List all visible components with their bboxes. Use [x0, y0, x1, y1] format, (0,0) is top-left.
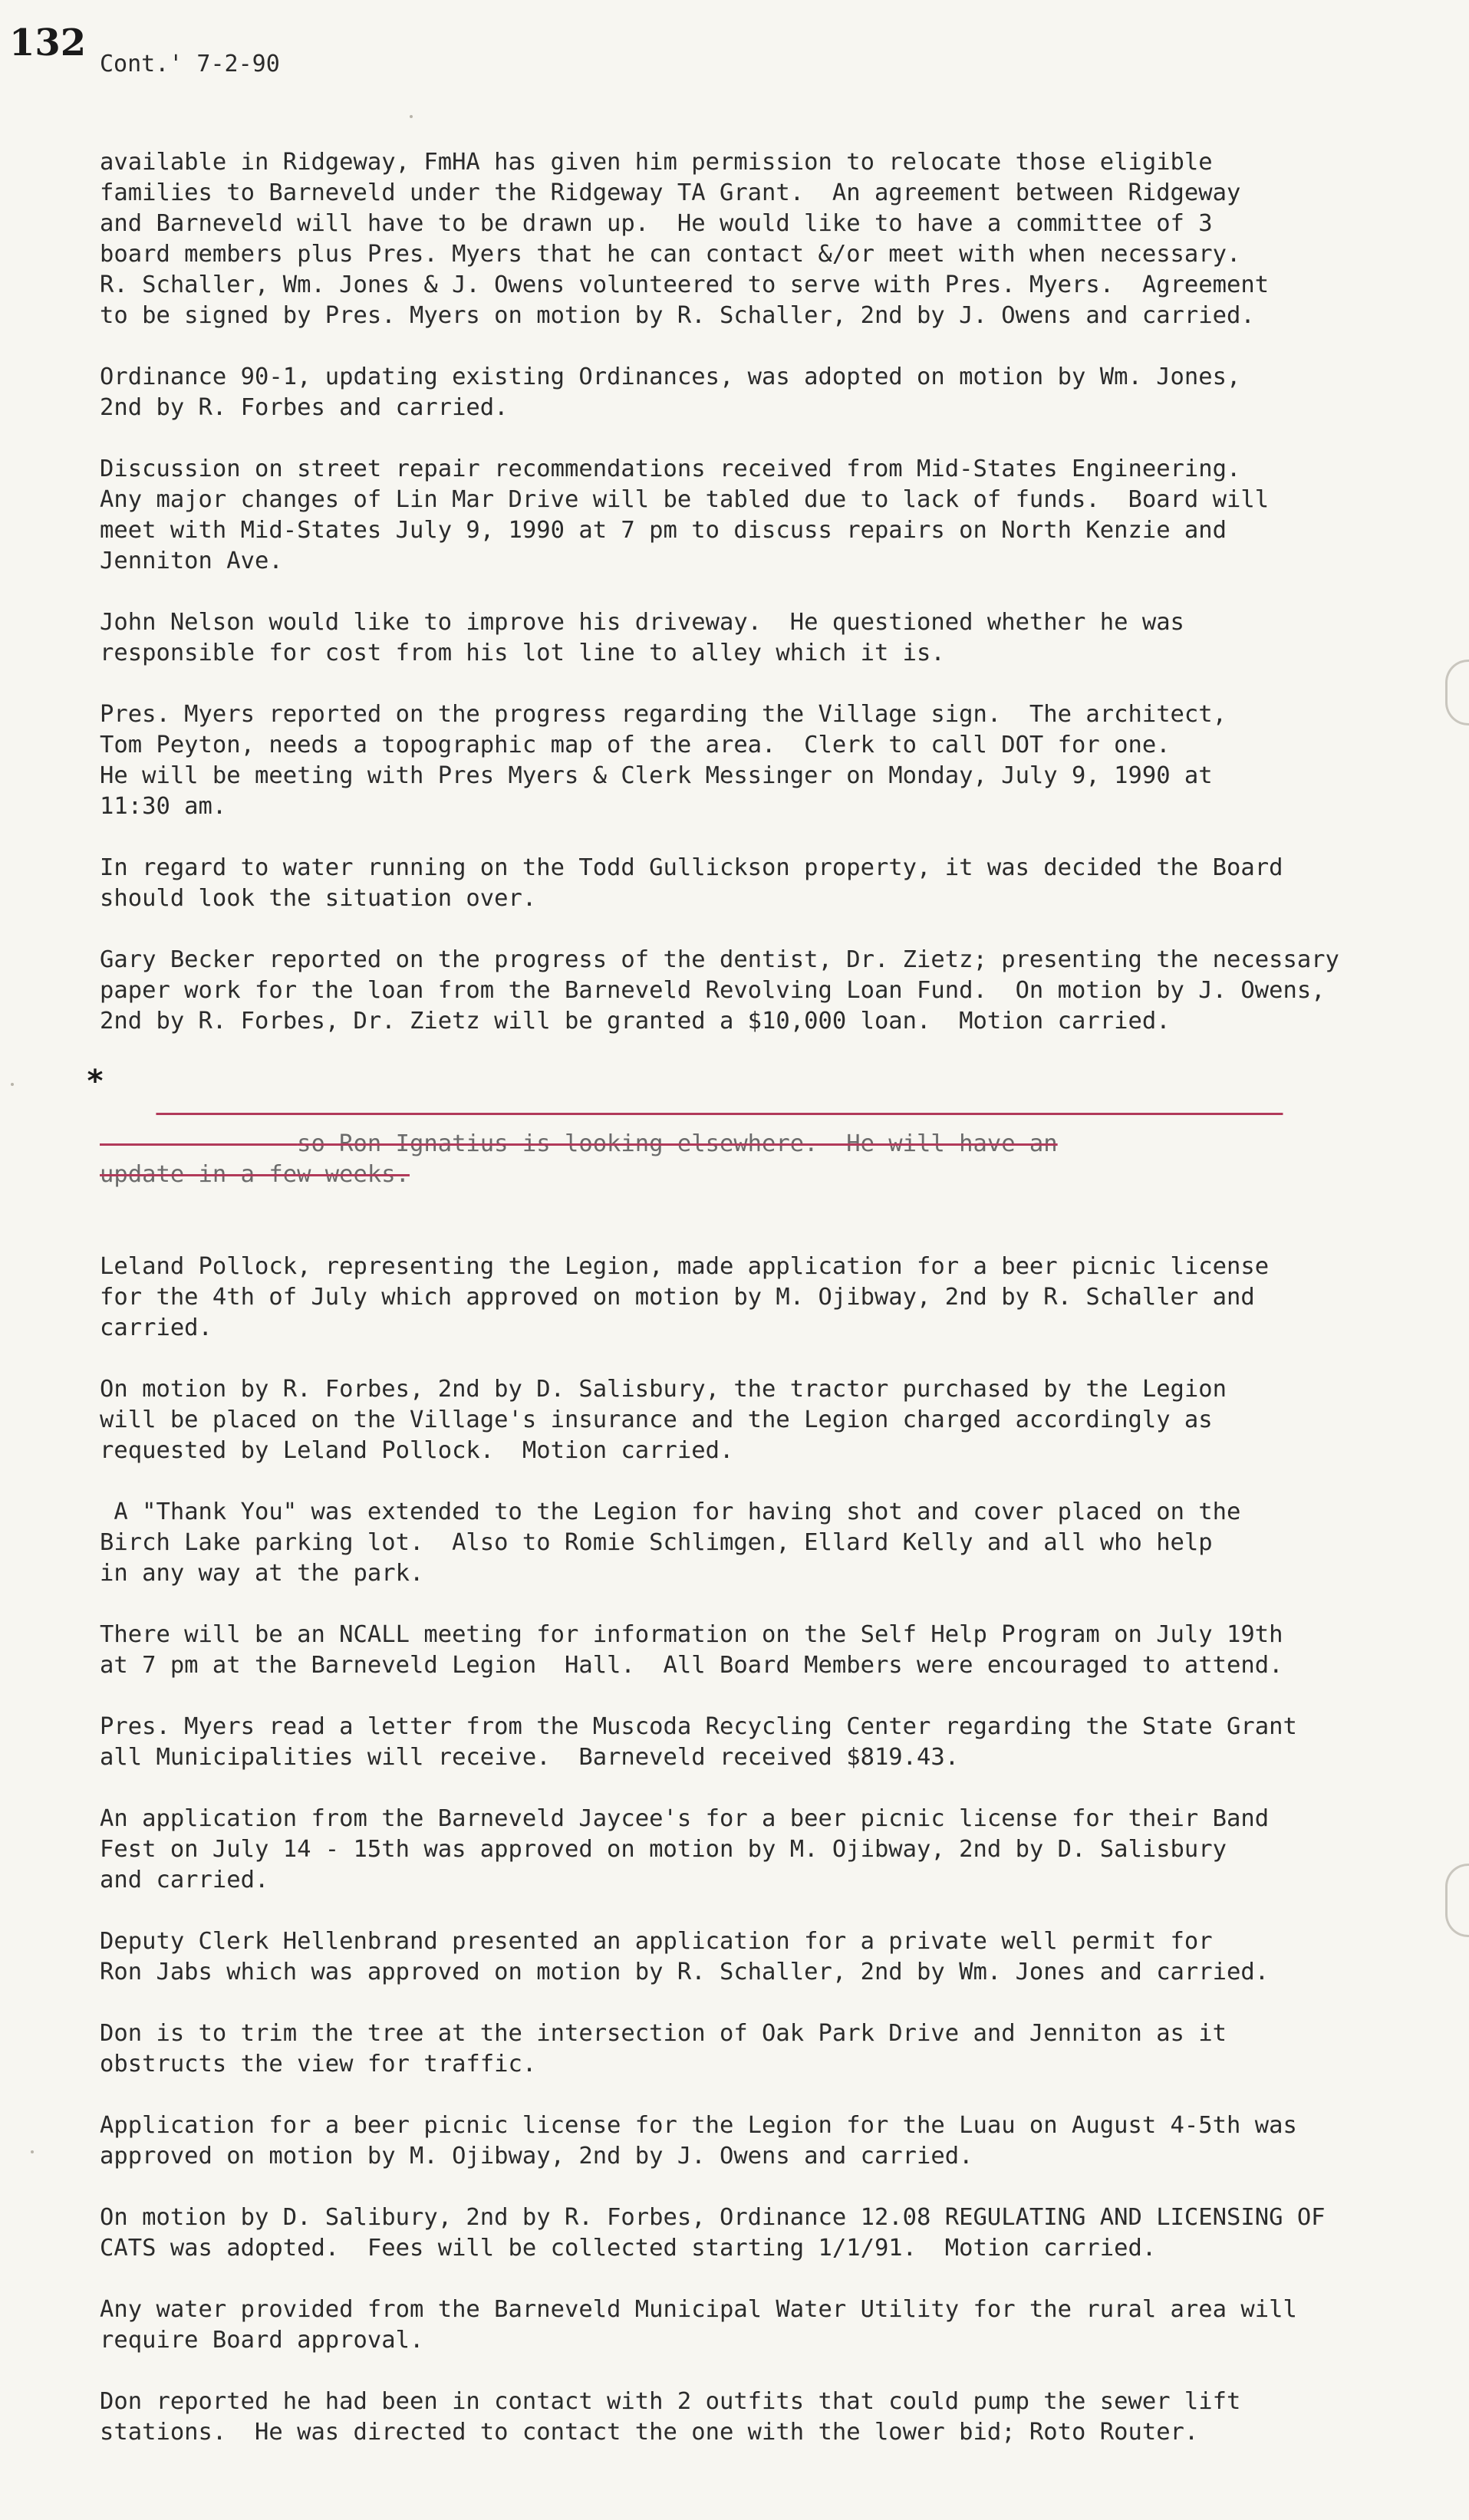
minutes-paragraph: Pres. Myers read a letter from the Muscoda Recycling Center regarding the State Grant all Municipalities will receive. Barneveld received $819.43.: [100, 1713, 1297, 1771]
scan-speck: [31, 2150, 34, 2153]
minutes-paragraph: On motion by D. Salibury, 2nd by R. Forbes, Ordinance 12.08 REGULATING AND LICENSING OF CATS was adopted. Fees will be collected starting 1/1/91. Motion carried.: [100, 2204, 1326, 2262]
minutes-paragraph: Gary Becker reported on the progress of the dentist, Dr. Zietz; presenting the necessary paper work for the loan from the Barneveld Revolving Loan Fund. On motion by J. Owens, 2nd by R. Forbes, Dr. Zietz will be granted a $10,000 loan. Motion carried.: [100, 946, 1339, 1035]
minutes-paragraph: A "Thank You" was extended to the Legion for having shot and cover placed on the Birch Lake parking lot. Also to Romie Schlimgen, Ellard Kelly and all who help in any way at the park.: [100, 1499, 1241, 1587]
minutes-paragraph: Deputy Clerk Hellenbrand presented an application for a private well permit for Ron Jabs which was approved on motion by R. Schaller, 2nd by Wm. Jones and carried.: [100, 1928, 1270, 1985]
asterisk-mark: *: [86, 1064, 105, 1099]
scan-speck: [11, 1083, 14, 1086]
scan-speck: [410, 115, 413, 118]
minutes-paragraph: Ordinance 90-1, updating existing Ordinances, was adopted on motion by Wm. Jones, 2nd by R. Forbes and carried.: [100, 364, 1241, 421]
minutes-paragraph: Don is to trim the tree at the intersection of Oak Park Drive and Jenniton as it obstructs the view for traffic.: [100, 2020, 1227, 2078]
minutes-paragraph: Don reported he had been in contact with 2 outfits that could pump the sewer lift stations. He was directed to contact the one with the lower bid; Roto Router.: [100, 2388, 1241, 2446]
minutes-paragraph: Leland Pollock, representing the Legion, made application for a beer picnic license for the 4th of July which approved on motion by M. Ojibway, 2nd by R. Schaller and carried.: [100, 1253, 1270, 1341]
minutes-paragraph: On motion by R. Forbes, 2nd by D. Salisbury, the tractor purchased by the Legion will be placed on the Village's insurance and the Legion charged accordingly as requested by Leland Pollock. Motion carried.: [100, 1376, 1227, 1464]
minutes-paragraph: An application from the Barneveld Jaycee's for a beer picnic license for their Band Fest on July 14 - 15th was approved on motion by M. Ojibway, 2nd by D. Salisbury and carried.: [100, 1805, 1270, 1893]
minutes-paragraph: Discussion on street repair recommendations received from Mid-States Engineering. Any major changes of Lin Mar Drive will be tabled due to lack of funds. Board will meet with Mid-States July 9, 1990 at 7 pm to discuss repairs on North Kenzie and Jenniton Ave.: [100, 456, 1270, 574]
minutes-body: [86, 147, 1450, 2479]
continuation-header: Cont.' 7-2-90: [100, 51, 280, 77]
minutes-paragraph: available in Ridgeway, FmHA has given him permission to relocate those eligible families to Barneveld under the Ridgeway TA Grant. An agreement between Ridgeway and Barneveld will have to be drawn up. He would like to have a committee of 3 board members plus Pres. Myers that he can contact &/or meet with when necessary. R. Schaller, Wm. Jones & J. Owens volunteered to serve with Pres. Myers. Agreement to be signed by Pres. Myers on motion by R. Schaller, 2nd by J. Owens and carried.: [100, 149, 1270, 329]
minutes-paragraph: Any water provided from the Barneveld Municipal Water Utility for the rural area will require Board approval.: [100, 2296, 1297, 2354]
struck-paragraph: [86, 1064, 1450, 1221]
minutes-paragraph: Pres. Myers reported on the progress regarding the Village sign. The architect, Tom Peyton, needs a topographic map of the area. Clerk to call DOT for one. He will be meeting with Pres Myers & Clerk Messinger on Monday, July 9, 1990 at 11:30 am.: [100, 701, 1227, 820]
struck-text: so Ron Ignatius is looking elsewhere. He will have an update in a few weeks.: [100, 1130, 1058, 1188]
minutes-paragraph: In regard to water running on the Todd Gullickson property, it was decided the Board should look the situation over.: [100, 854, 1283, 912]
minutes-paragraph: There will be an NCALL meeting for information on the Self Help Program on July 19th at 7 pm at the Barneveld Legion Hall. All Board Members were encouraged to attend.: [100, 1621, 1283, 1679]
page-number: 132: [9, 21, 87, 64]
minutes-paragraph: Application for a beer picnic license for the Legion for the Luau on August 4-5th was approved on motion by M. Ojibway, 2nd by J. Owens and carried.: [100, 2112, 1297, 2170]
minutes-paragraph: John Nelson would like to improve his driveway. He questioned whether he was responsible for cost from his lot line to alley which it is.: [100, 609, 1184, 666]
